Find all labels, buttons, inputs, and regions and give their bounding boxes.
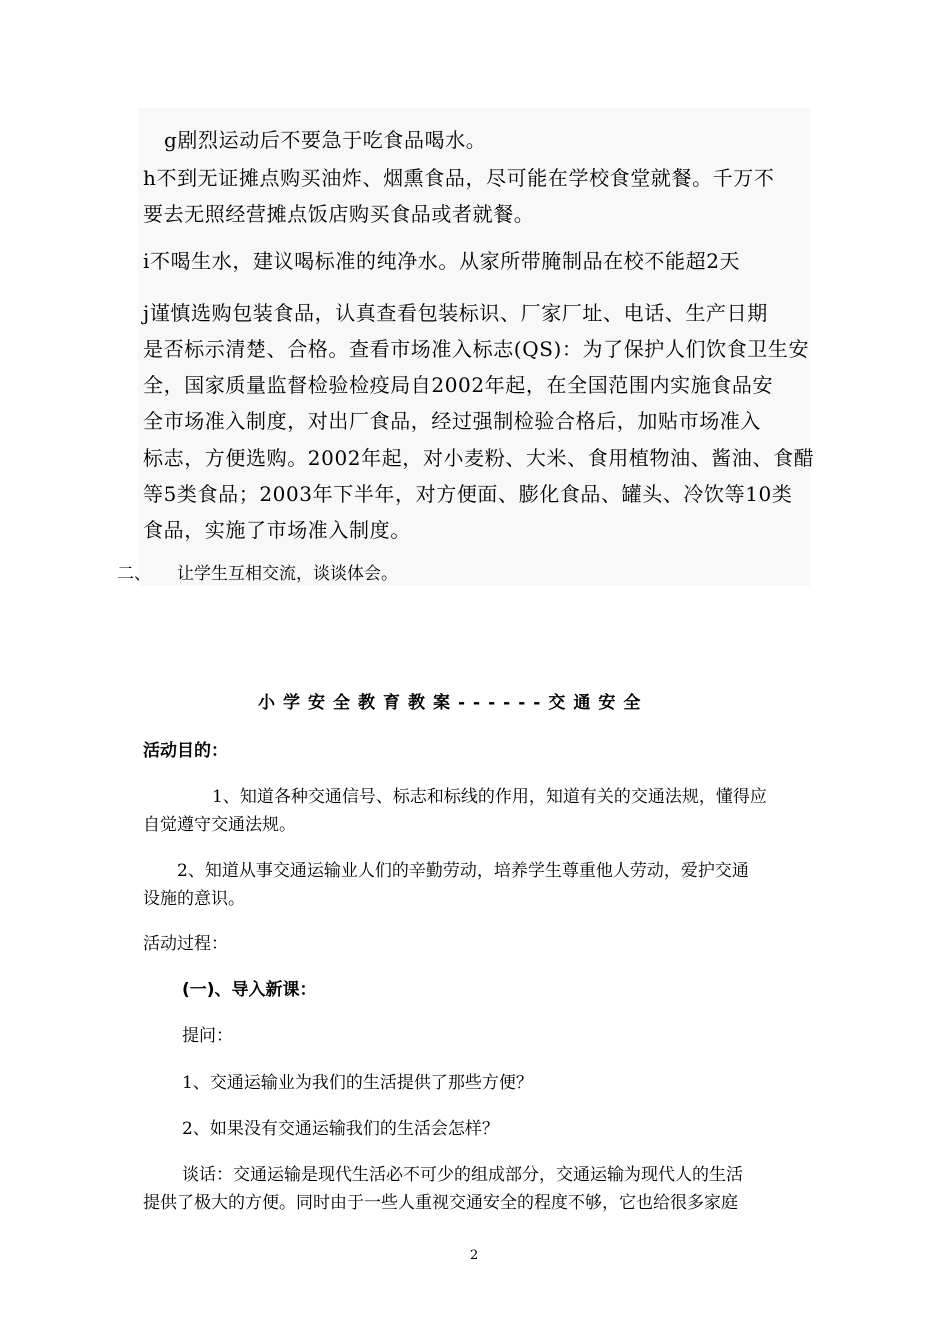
goal-heading: 活动目的： (143, 741, 228, 761)
process-heading: 活动过程： (143, 934, 228, 954)
food-item-j-line-7: 食品，实施了市场准入制度。 (143, 518, 411, 542)
goal-1-line-1: 1、知道各种交通信号、标志和标线的作用，知道有关的交通法规，懂得应 (212, 787, 767, 807)
food-item-j-line-5: 标志，方便选购。2002年起，对小麦粉、大米、食用植物油、酱油、食醋 (143, 446, 815, 470)
question-1: 1、交通运输业为我们的生活提供了那些方便？ (182, 1073, 533, 1093)
section-two-text: 让学生互相交流，谈谈体会。 (177, 564, 398, 584)
food-item-h-line-1: h不到无证摊点购买油炸、烟熏食品，尽可能在学校食堂就餐。千万不 (143, 166, 775, 190)
lesson-title: 小学安全教育教案------交通安全 (258, 693, 649, 713)
food-item-j-line-4: 全市场准入制度，对出厂食品，经过强制检验合格后，加贴市场准入 (143, 409, 761, 433)
step-1-heading: (一)、导入新课： (182, 980, 317, 1000)
food-item-j-line-1: j谨慎选购包装食品，认真查看包装标识、厂家厂址、电话、生产日期 (143, 301, 768, 325)
question-2: 2、如果没有交通运输我们的生活会怎样？ (182, 1119, 499, 1139)
food-item-g: g剧烈运动后不要急于吃食品喝水。 (164, 128, 487, 152)
food-item-h-line-2: 要去无照经营摊点饭店购买食品或者就餐。 (143, 202, 535, 226)
food-item-j-line-2: 是否标示清楚、合格。查看市场准入标志(QS)：为了保护人们饮食卫生安 (143, 337, 810, 361)
food-item-j-line-6: 等5类食品；2003年下半年，对方便面、膨化食品、罐头、冷饮等10类 (143, 482, 793, 506)
section-two-number: 二、 (117, 564, 151, 584)
question-label: 提问： (182, 1026, 233, 1046)
food-item-j-line-3: 全，国家质量监督检验检疫局自2002年起，在全国范围内实施食品安 (143, 373, 774, 397)
talk-line-2: 提供了极大的方便。同时由于一些人重视交通安全的程度不够，它也给很多家庭 (143, 1193, 738, 1213)
goal-2-line-2: 设施的意识。 (143, 889, 245, 909)
page-number: 2 (470, 1248, 479, 1263)
talk-line-1: 谈话：交通运输是现代生活必不可少的组成部分，交通运输为现代人的生活 (182, 1165, 743, 1185)
goal-1-line-2: 自觉遵守交通法规。 (143, 815, 296, 835)
food-item-i: i不喝生水，建议喝标准的纯净水。从家所带腌制品在校不能超2天 (143, 249, 741, 273)
goal-2-line-1: 2、知道从事交通运输业人们的辛勤劳动，培养学生尊重他人劳动，爱护交通 (177, 861, 749, 881)
